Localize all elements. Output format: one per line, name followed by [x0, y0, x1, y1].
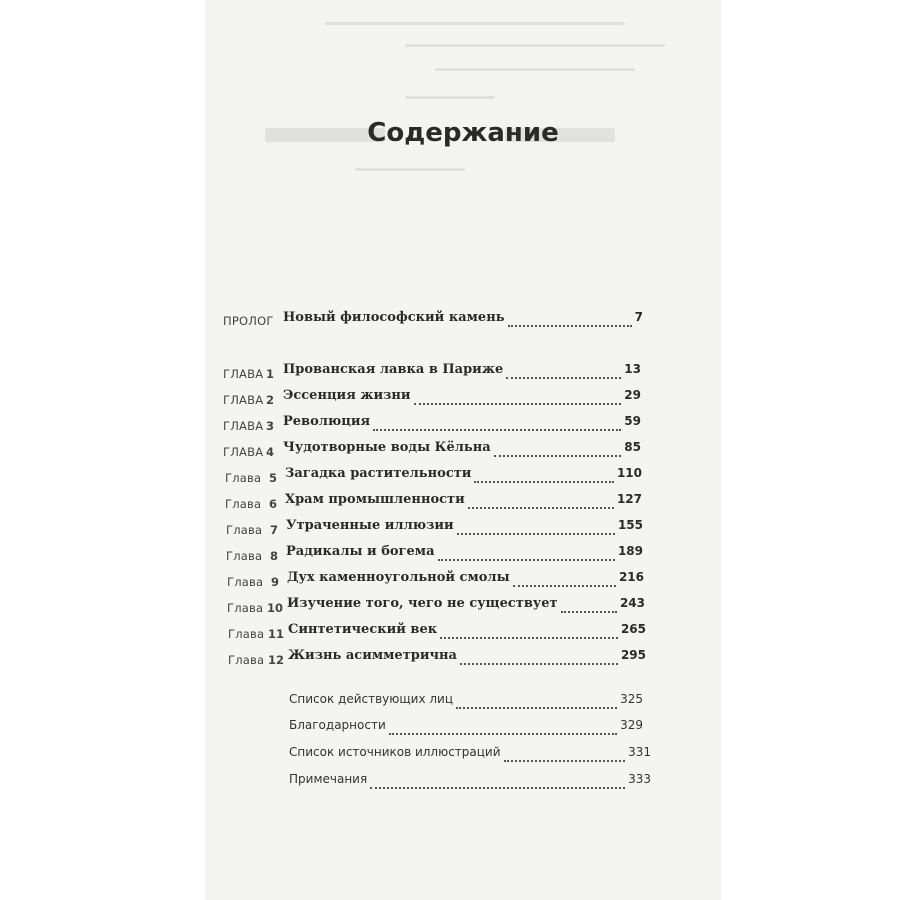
toc-chapter-label: Глава [225, 471, 262, 485]
toc-chapter-title: Революция [283, 414, 371, 429]
toc-chapter-number: 6 [269, 497, 278, 511]
toc-chapter-label: Глава [228, 627, 265, 641]
toc-leader-dots [456, 707, 617, 709]
toc-chapter-page: 127 [616, 492, 642, 506]
toc-chapter-page: 155 [617, 518, 643, 532]
toc-chapter-title: Изучение того, чего не существует [287, 596, 558, 611]
toc-chapter-label: Глава [227, 601, 264, 615]
toc-chapter-number: 5 [269, 471, 278, 485]
toc-chapter-number: 1 [266, 367, 275, 381]
toc-chapter-number: 9 [271, 575, 280, 589]
toc-chapter-title: Радикалы и богема [286, 544, 435, 559]
toc-leader-dots [438, 559, 615, 561]
toc-leader-dots [504, 760, 626, 762]
toc-chapter-label: ГЛАВА [223, 419, 264, 433]
toc-chapter-title: Чудотворные воды Кёльна [283, 440, 491, 455]
toc-chapter-page: 216 [618, 570, 644, 584]
toc-prologue-page: 7 [634, 310, 643, 324]
toc-chapter-page: 13 [624, 362, 641, 376]
toc-prologue-title: Новый философский камень [283, 310, 505, 325]
toc-chapter-label: ГЛАВА [223, 393, 264, 407]
toc-chapter-row [285, 492, 642, 514]
toc-chapter-page: 110 [616, 466, 642, 480]
toc-chapter-row [288, 648, 646, 670]
toc-chapter-label: Глава [226, 549, 263, 563]
toc-back-matter-row [289, 692, 643, 714]
toc-prologue-label: ПРОЛОГ [223, 314, 274, 328]
toc-chapter-number: 12 [268, 653, 285, 667]
toc-leader-dots [389, 733, 617, 735]
toc-back-matter-title: Список источников иллюстраций [289, 745, 501, 759]
toc-chapter-number: 2 [266, 393, 275, 407]
toc-back-matter-row [289, 772, 651, 794]
toc-chapter-number: 3 [266, 419, 275, 433]
toc-chapter-page: 59 [624, 414, 641, 428]
toc-chapter-row [285, 466, 642, 488]
toc-back-matter-title: Благодарности [289, 718, 386, 732]
toc-chapter-row [287, 570, 644, 592]
toc-prologue-row [283, 310, 643, 332]
toc-leader-dots [506, 377, 621, 379]
show-through-decoration [205, 0, 721, 220]
toc-chapter-row [288, 622, 646, 644]
toc-back-matter-row [289, 745, 651, 767]
toc-back-matter-row [289, 718, 643, 740]
toc-leader-dots [460, 663, 618, 665]
toc-chapter-page: 29 [624, 388, 641, 402]
toc-back-matter-title: Примечания [289, 772, 368, 786]
toc-leader-dots [370, 787, 625, 789]
toc-chapter-number: 10 [267, 601, 284, 615]
toc-back-matter-page: 333 [628, 772, 651, 786]
toc-chapter-label: Глава [228, 653, 265, 667]
toc-chapter-page: 295 [620, 648, 646, 662]
toc-back-matter-title: Список действующих лиц [289, 692, 454, 706]
toc-chapter-row [287, 596, 645, 618]
toc-chapter-row [283, 414, 641, 436]
toc-leader-dots [474, 481, 614, 483]
book-page [205, 0, 721, 900]
toc-chapter-title: Утраченные иллюзии [286, 518, 454, 533]
toc-chapter-label: Глава [225, 497, 262, 511]
toc-chapter-label: Глава [226, 523, 263, 537]
toc-chapter-page: 265 [620, 622, 646, 636]
toc-chapter-page: 189 [617, 544, 643, 558]
toc-chapter-title: Прованская лавка в Париже [283, 362, 504, 377]
toc-chapter-title: Загадка растительности [285, 466, 472, 481]
toc-chapter-title: Синтетический век [288, 622, 438, 637]
toc-chapter-number: 8 [270, 549, 279, 563]
page-title: Содержание [367, 118, 559, 148]
toc-leader-dots [513, 585, 616, 587]
toc-chapter-label: ГЛАВА [223, 445, 264, 459]
toc-chapter-row [286, 518, 643, 540]
toc-chapter-number: 4 [266, 445, 275, 459]
toc-leader-dots [494, 455, 622, 457]
toc-chapter-row [283, 362, 641, 384]
toc-leader-dots [414, 403, 622, 405]
toc-back-matter-page: 331 [628, 745, 651, 759]
toc-chapter-row [286, 544, 643, 566]
toc-leader-dots [508, 325, 632, 327]
toc-chapter-number: 7 [270, 523, 279, 537]
toc-chapter-label: Глава [227, 575, 264, 589]
toc-chapter-title: Дух каменноугольной смолы [287, 570, 510, 585]
toc-chapter-row [283, 440, 641, 462]
toc-chapter-title: Храм промышленности [285, 492, 465, 507]
toc-back-matter-page: 329 [620, 718, 643, 732]
toc-chapter-page: 243 [619, 596, 645, 610]
toc-chapter-title: Эссенция жизни [283, 388, 411, 403]
toc-leader-dots [561, 611, 617, 613]
toc-chapter-number: 11 [268, 627, 285, 641]
toc-leader-dots [468, 507, 614, 509]
toc-leader-dots [457, 533, 615, 535]
toc-chapter-label: ГЛАВА [223, 367, 264, 381]
toc-leader-dots [373, 429, 621, 431]
toc-back-matter-page: 325 [620, 692, 643, 706]
toc-leader-dots [440, 637, 618, 639]
toc-chapter-row [283, 388, 641, 410]
toc-chapter-page: 85 [624, 440, 641, 454]
toc-chapter-title: Жизнь асимметрична [288, 648, 457, 663]
